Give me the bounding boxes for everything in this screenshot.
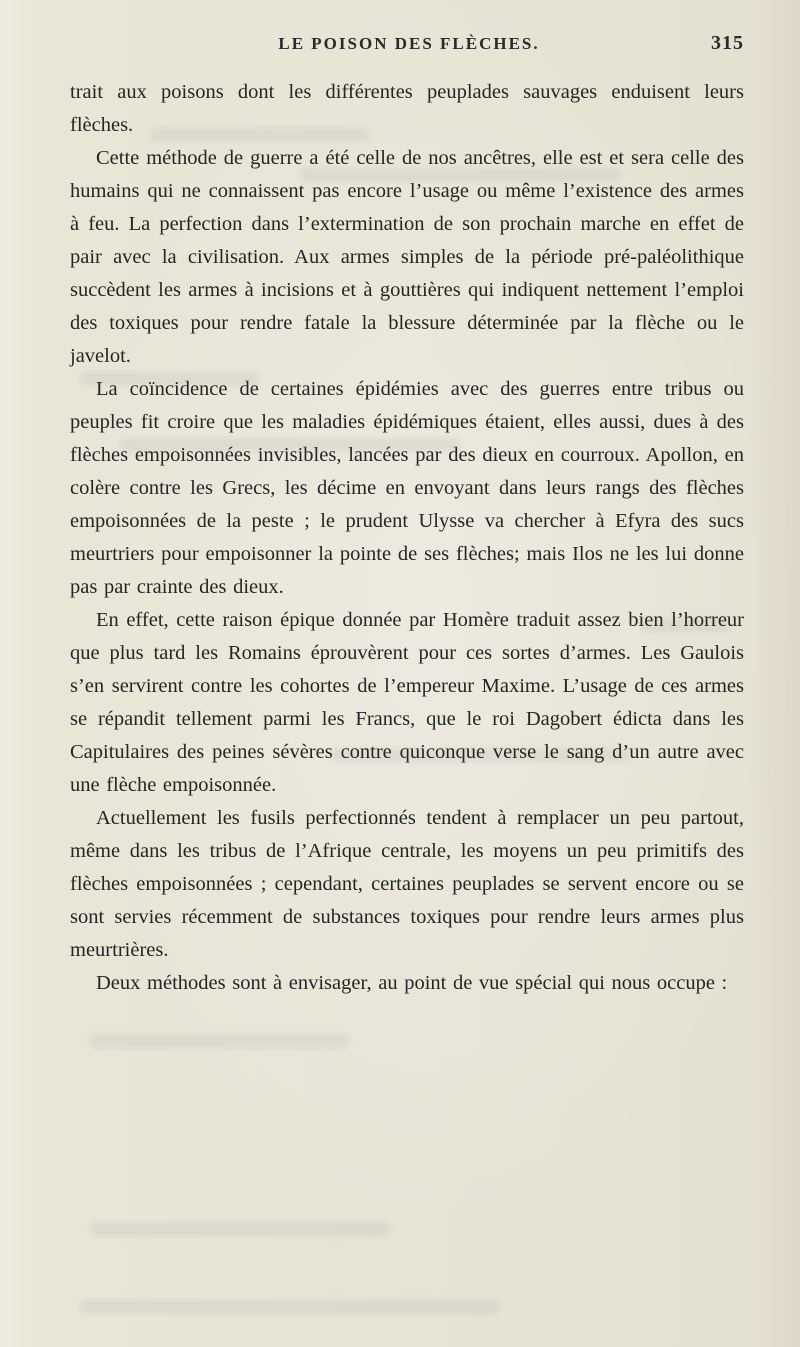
page-header <box>70 34 748 60</box>
paragraph: La coïncidence de certaines épidémies avec des guerres entre tribus ou peuples fit croire que les maladies épidémiques étaient, elles aussi, dues à des flèches empoisonnées invisibles, lancées par des dieux en courroux. Apollon, en colère contre les Grecs, les décime en envoyant dans leurs rangs des flèches empoisonnées de la peste ; le prudent Ulysse va chercher à Efyra des sucs meurtriers pour empoisonner la pointe de ses flèches; mais Ilos ne les lui donne pas par crainte des dieux. <box>70 378 744 598</box>
paragraph: Cette méthode de guerre a été celle de nos ancêtres, elle est et sera celle des humains qui ne connaissent pas encore l’usage ou même l’existence des armes à feu. La perfection dans l’extermination de son prochain marche en effet de pair avec la civilisation. Aux armes simples de la période pré-paléolithique succèdent les armes à incisions et à gouttières qui indiquent nettement l’emploi des toxiques pour rendre fatale la blessure déterminée par la flèche ou le javelot. <box>70 147 744 367</box>
paragraph: En effet, cette raison épique donnée par Homère traduit assez bien l’horreur que plus tard les Romains éprouvèrent pour ces sortes d’armes. Les Gaulois s’en servirent contre les cohortes de l’empereur Maxime. L’usage de ces armes se répandit tellement parmi les Francs, que le roi Dagobert édicta dans les Capitulaires des peines sévères contre quiconque verse le sang d’un autre avec une flèche empoisonnée. <box>70 609 744 796</box>
showthrough-smudge <box>90 1034 350 1048</box>
running-title: LE POISON DES FLÈCHES. <box>278 34 540 53</box>
body-text <box>70 76 744 1000</box>
paragraph: Actuellement les fusils perfectionnés tendent à remplacer un peu partout, même dans les tribus de l’Afrique centrale, les moyens un peu primitifs des flèches empoisonnées ; cependant, certaines peuplades se servent encore ou se sont servies récemment de substances toxiques pour rendre leurs armes plus meurtrières. <box>70 807 744 961</box>
showthrough-smudge <box>80 1300 500 1314</box>
page-number: 315 <box>711 32 744 54</box>
paragraph: Deux méthodes sont à envisager, au point de vue spécial qui nous occupe : <box>96 972 728 994</box>
paragraph: trait aux poisons dont les différentes peuplades sauvages enduisent leurs flèches. <box>70 81 744 136</box>
showthrough-smudge <box>90 1222 390 1236</box>
